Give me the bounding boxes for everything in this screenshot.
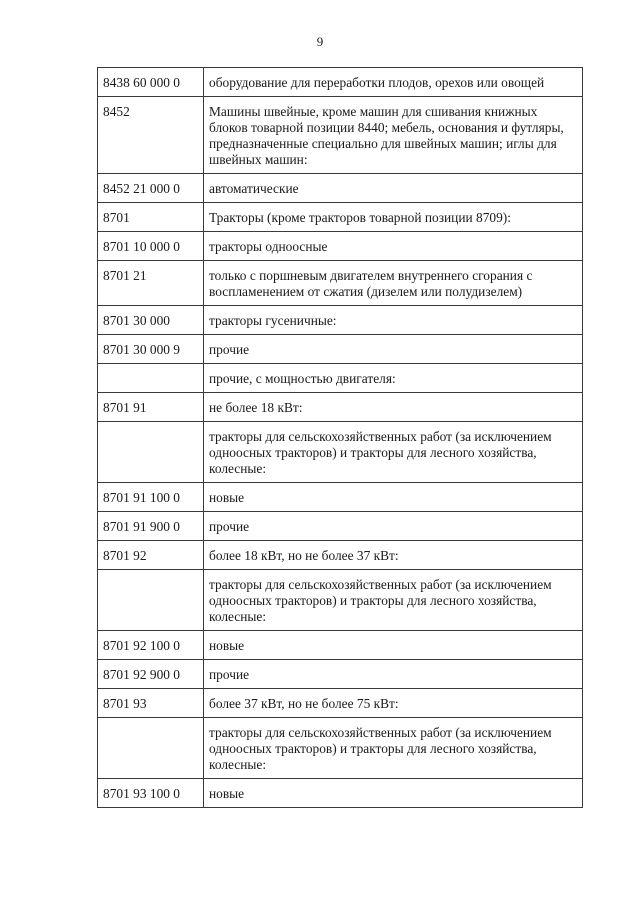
commodity-code-cell: 8701 92 xyxy=(98,541,204,570)
description-cell: Тракторы (кроме тракторов товарной позиции 8709): xyxy=(204,203,583,232)
description-cell: прочие xyxy=(204,335,583,364)
commodity-code-cell xyxy=(98,570,204,631)
description-cell: новые xyxy=(204,631,583,660)
table-row xyxy=(98,483,583,512)
description-cell: новые xyxy=(204,483,583,512)
description-cell: прочие xyxy=(204,512,583,541)
description-cell: новые xyxy=(204,779,583,808)
table-row xyxy=(98,422,583,483)
description-cell: автоматические xyxy=(204,174,583,203)
table-row xyxy=(98,631,583,660)
commodity-code-cell: 8701 91 900 0 xyxy=(98,512,204,541)
commodity-code-cell: 8701 92 900 0 xyxy=(98,660,204,689)
table-row xyxy=(98,512,583,541)
description-cell: не более 18 кВт: xyxy=(204,393,583,422)
table-row xyxy=(98,660,583,689)
description-cell: тракторы гусеничные: xyxy=(204,306,583,335)
table-row xyxy=(98,779,583,808)
table-row xyxy=(98,393,583,422)
description-cell: Машины швейные, кроме машин для сшивания книжных блоков товарной позиции 8440; мебель, основания и футляры, предназначенные специально для швейных машин; иглы для швейных машин: xyxy=(204,97,583,174)
commodity-code-cell: 8701 10 000 0 xyxy=(98,232,204,261)
table-row xyxy=(98,68,583,97)
table-row xyxy=(98,232,583,261)
commodity-code-cell: 8701 92 100 0 xyxy=(98,631,204,660)
table-row xyxy=(98,261,583,306)
commodity-code-cell: 8701 30 000 xyxy=(98,306,204,335)
commodity-code-cell: 8452 xyxy=(98,97,204,174)
description-cell: прочие xyxy=(204,660,583,689)
description-cell: только с поршневым двигателем внутреннего сгорания с воспламенением от сжатия (дизелем или полудизелем) xyxy=(204,261,583,306)
table-row xyxy=(98,174,583,203)
description-cell: более 37 кВт, но не более 75 кВт: xyxy=(204,689,583,718)
commodity-code-cell: 8701 93 100 0 xyxy=(98,779,204,808)
description-cell: тракторы одноосные xyxy=(204,232,583,261)
table-row xyxy=(98,97,583,174)
commodity-code-cell xyxy=(98,364,204,393)
commodity-code-cell: 8701 21 xyxy=(98,261,204,306)
table-row xyxy=(98,306,583,335)
commodity-code-cell: 8438 60 000 0 xyxy=(98,68,204,97)
commodity-code-cell xyxy=(98,718,204,779)
description-cell: тракторы для сельскохозяйственных работ (за исключением одноосных тракторов) и тракторы для лесного хозяйства, колесные: xyxy=(204,718,583,779)
commodity-code-cell: 8701 93 xyxy=(98,689,204,718)
table-body xyxy=(98,68,583,808)
table-row xyxy=(98,335,583,364)
table-row xyxy=(98,718,583,779)
table-row xyxy=(98,541,583,570)
page-number: 9 xyxy=(316,34,324,49)
commodity-code-cell xyxy=(98,422,204,483)
description-cell: тракторы для сельскохозяйственных работ (за исключением одноосных тракторов) и тракторы для лесного хозяйства, колесные: xyxy=(204,570,583,631)
commodity-code-cell: 8701 91 xyxy=(98,393,204,422)
description-cell: более 18 кВт, но не более 37 кВт: xyxy=(204,541,583,570)
commodity-code-cell: 8701 xyxy=(98,203,204,232)
commodity-code-cell: 8701 30 000 9 xyxy=(98,335,204,364)
commodity-code-cell: 8452 21 000 0 xyxy=(98,174,204,203)
table-row xyxy=(98,570,583,631)
description-cell: тракторы для сельскохозяйственных работ (за исключением одноосных тракторов) и тракторы для лесного хозяйства, колесные: xyxy=(204,422,583,483)
table-row xyxy=(98,364,583,393)
table-row xyxy=(98,689,583,718)
tariff-code-table xyxy=(97,67,583,808)
table-row xyxy=(98,203,583,232)
description-cell: оборудование для переработки плодов, орехов или овощей xyxy=(204,68,583,97)
description-cell: прочие, с мощностью двигателя: xyxy=(204,364,583,393)
commodity-code-cell: 8701 91 100 0 xyxy=(98,483,204,512)
